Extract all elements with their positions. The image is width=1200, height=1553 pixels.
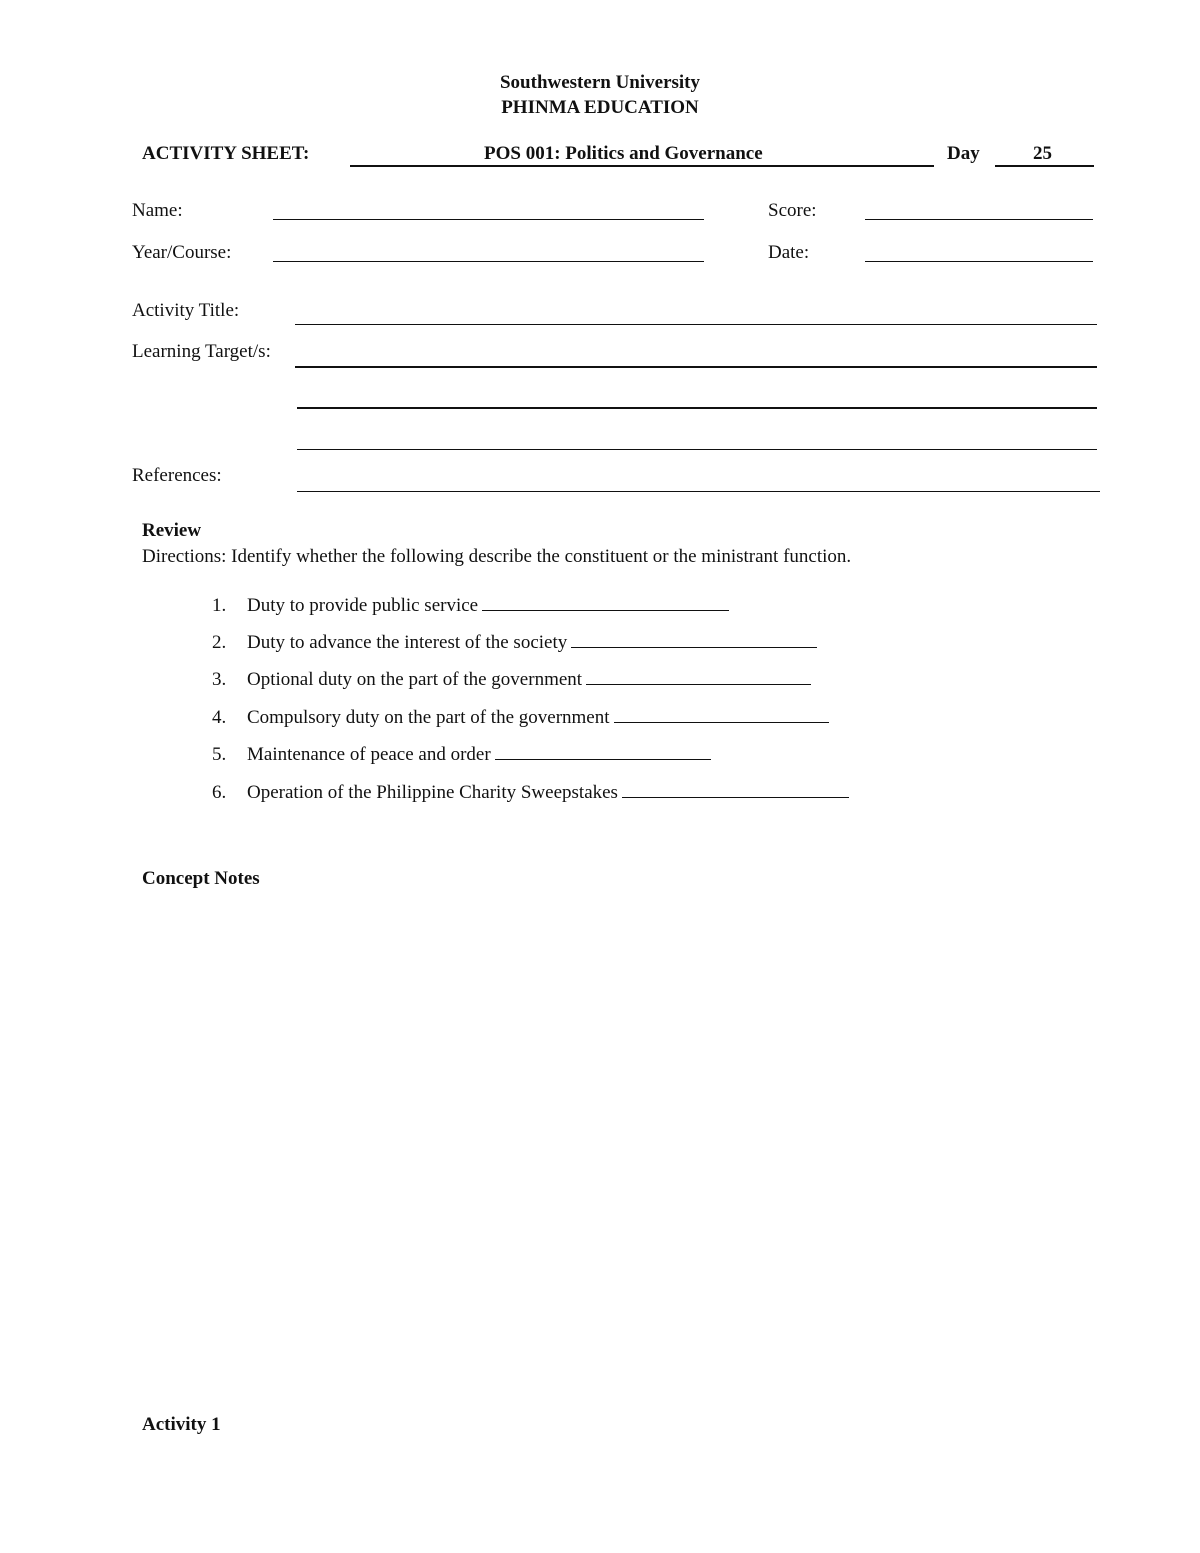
day-label: Day (947, 143, 980, 164)
item-number: 5. (212, 744, 227, 765)
date-label: Date: (768, 242, 810, 263)
activity-sheet-label: ACTIVITY SHEET: (142, 143, 310, 164)
learning-target-line-2[interactable] (297, 407, 1097, 409)
review-directions: Directions: Identify whether the following describe the constituent or the ministrant function. (142, 546, 852, 567)
answer-blank[interactable] (495, 744, 711, 760)
answer-blank[interactable] (614, 707, 829, 723)
item-number: 4. (212, 707, 227, 728)
item-number: 2. (212, 632, 227, 653)
course-title: POS 001: Politics and Governance (484, 143, 763, 164)
list-item (212, 595, 729, 617)
references-label: References: (132, 465, 222, 486)
year-course-field[interactable] (273, 261, 704, 262)
item-number: 6. (212, 782, 227, 803)
concept-notes-heading: Concept Notes (142, 868, 260, 889)
organization-name: PHINMA EDUCATION (501, 97, 699, 118)
item-text: Maintenance of peace and order (247, 744, 491, 765)
list-item (212, 707, 829, 729)
answer-blank[interactable] (482, 595, 729, 611)
activity-title-field[interactable] (295, 324, 1097, 325)
item-text: Duty to advance the interest of the society (247, 632, 568, 653)
name-label: Name: (132, 200, 183, 221)
activity-title-label: Activity Title: (132, 300, 240, 321)
list-item (212, 669, 811, 691)
answer-blank[interactable] (622, 782, 849, 798)
item-number: 3. (212, 669, 227, 690)
learning-targets-label: Learning Target/s: (132, 341, 271, 362)
score-label: Score: (768, 200, 817, 221)
answer-blank[interactable] (571, 632, 817, 648)
university-name: Southwestern University (499, 72, 701, 93)
score-field[interactable] (865, 219, 1093, 220)
item-text: Operation of the Philippine Charity Sweepstakes (247, 782, 618, 803)
year-course-label: Year/Course: (132, 242, 232, 263)
list-item (212, 782, 849, 804)
item-text: Optional duty on the part of the government (247, 669, 583, 690)
references-field[interactable] (297, 491, 1100, 492)
answer-blank[interactable] (586, 669, 811, 685)
activity-1-heading: Activity 1 (142, 1414, 221, 1435)
item-text: Duty to provide public service (247, 595, 479, 616)
list-item (212, 632, 817, 654)
course-underline (350, 165, 934, 167)
learning-target-line-3[interactable] (297, 449, 1097, 450)
day-underline (995, 165, 1094, 167)
date-field[interactable] (865, 261, 1093, 262)
list-item (212, 744, 711, 766)
item-number: 1. (212, 595, 227, 616)
learning-target-line-1[interactable] (295, 366, 1097, 368)
review-heading: Review (142, 520, 202, 541)
item-text: Compulsory duty on the part of the government (247, 707, 610, 728)
day-value: 25 (1033, 143, 1052, 164)
name-field[interactable] (273, 219, 704, 220)
